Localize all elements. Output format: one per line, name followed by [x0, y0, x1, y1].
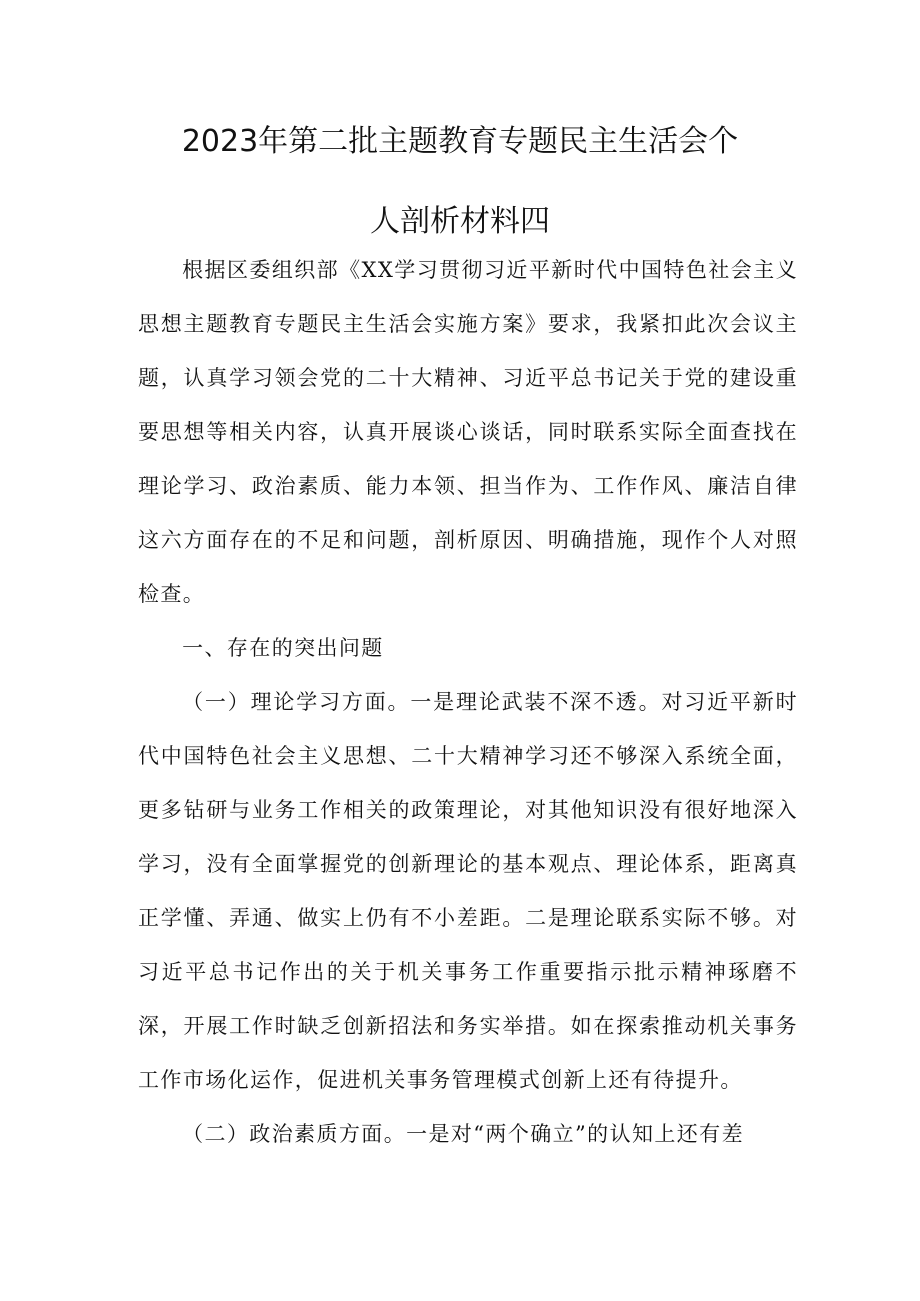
theory-study-paragraph: （一）理论学习方面。一是理论武装不深不透。对习近平新时代中国特色社会主义思想、二十大精神学习还不够深入系统全面，更多钻研与业务工作相关的政策理论，对其他知识没有很好地深入学习，没有全面掌握党的创新理论的基本观点、理论体系，距离真正学懂、弄通、做实上仍有不小差距。二是理论联系实际不够。对习近平总书记作出的关于机关事务工作重要指示批示精神琢磨不深，开展工作时缺乏创新招法和务实举措。如在探索推动机关事务工作市场化运作，促进机关事务管理模式创新上还有待提升。	[138, 690, 798, 1092]
document-title-line-1: 2023年第二批主题教育专题民主生活会个	[181, 124, 739, 159]
political-quality-paragraph: （二）政治素质方面。一是对“两个确立”的认知上还有差	[182, 1122, 744, 1146]
section-heading: 一、存在的突出问题	[182, 636, 384, 660]
document-body	[138, 243, 798, 1161]
document-title-line-2: 人剖析材料四	[370, 204, 550, 239]
intro-paragraph: 根据区委组织部《XX学习贯彻习近平新时代中国特色社会主义思想主题教育专题民主生活会实施方案》要求，我紧扣此次会议主题，认真学习领会党的二十大精神、习近平总书记关于党的建设重要思想等相关内容，认真开展谈心谈话，同时联系实际全面查找在理论学习、政治素质、能力本领、担当作为、工作作风、廉洁自律这六方面存在的不足和问题，剖析原因、明确措施，现作个人对照检查。	[138, 258, 798, 606]
